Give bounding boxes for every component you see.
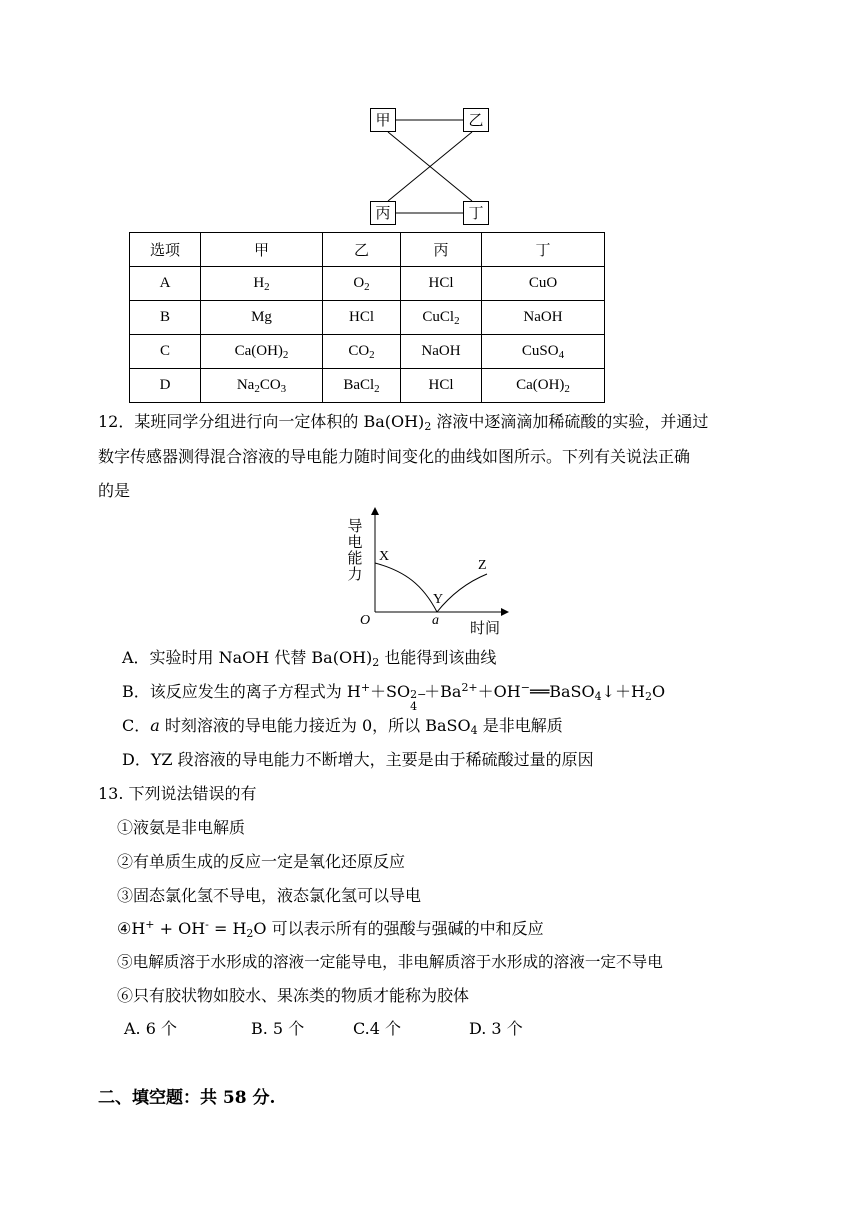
table-row [130,335,605,369]
table-header: 甲 [201,233,323,267]
table-cell: $H_2$ [201,267,323,301]
table-cell: $CO_2$ [323,335,401,369]
table-cell: B [130,301,201,335]
table-row [130,267,605,301]
q12-stem-line3: 的是 [98,481,131,500]
graph-point-z: Z [478,558,487,573]
q13-choice-a: A. 6 个 [124,1019,177,1038]
graph-xmark-a: a [432,613,439,628]
graph-xlabel: 时间 [470,619,501,637]
q12-option-c: C．a 时刻溶液的导电能力接近为 0，所以 BaSO$_4$ 是非电解质 [122,716,563,737]
section-2-heading: 二、填空题：共 58 分. [98,1088,276,1108]
graph-point-y: Y [433,592,444,607]
diagram-box-bing: 丙 [370,201,396,225]
table-cell: D [130,369,201,403]
options-table [129,232,605,403]
table-header: 丁 [482,233,605,267]
q13-statement-3: ③固态氯化氢不导电，液态氯化氢可以导电 [117,886,422,905]
table-header: 乙 [323,233,401,267]
q13-statement-6: ⑥只有胶状物如胶水、果冻类的物质才能称为胶体 [117,986,470,1005]
table-cell: NaOH [401,335,482,369]
table-cell: CuCl$_2$ [401,301,482,335]
table-header: 选项 [130,233,201,267]
q12-option-d: D．YZ 段溶液的导电能力不断增大，主要是由于稀硫酸过量的原因 [122,750,594,769]
graph-origin: O [360,613,371,628]
table-row [130,369,605,403]
diagram-box-jia: 甲 [370,108,396,132]
table-cell: CuSO$_4$ [482,335,605,369]
curve-xy [375,563,437,612]
q13-statement-5: ⑤电解质溶于水形成的溶液一定能导电，非电解质溶于水形成的溶液一定不导电 [117,953,663,971]
table-cell: NaOH [482,301,605,335]
q12-stem-line1: 12．某班同学分组进行向一定体积的 $Ba(OH)_2$ 溶液中逐滴滴加稀硫酸的实验，并通过 [98,412,709,433]
table-cell: A [130,267,201,301]
table-header: 丙 [401,233,482,267]
table-cell: HCl [401,267,482,301]
table-cell: HCl [323,301,401,335]
q12-option-a: A．实验时用 NaOH 代替 $Ba(OH)_2$ 也能得到该曲线 [122,648,497,669]
table-header-row [130,233,605,267]
graph-ylabel: 导电能力 [347,517,363,583]
table-cell: $O_2$ [323,267,401,301]
table-cell: CuO [482,267,605,301]
table-cell: $Ca(OH)_2$ [482,369,605,403]
curve-yz [437,574,487,612]
q13-choice-b: B. 5 个 [251,1019,305,1038]
diagram-box-ding: 丁 [463,201,489,225]
q12-option-b: B．该反应发生的离子方程式为 H+＋SO 2− 4 $+Ba^{2+}+OH^-══BaSO_4↓+H_2O$ [122,681,666,713]
q13-choice-c: C.4 个 [353,1019,402,1038]
diagram-box-yi: 乙 [463,108,489,132]
table-row [130,301,605,335]
q13-choice-d: D. 3 个 [469,1019,523,1038]
table-cell: BaCl$_2$ [323,369,401,403]
table-cell: C [130,335,201,369]
q13-statement-2: ②有单质生成的反应一定是氧化还原反应 [117,852,406,871]
q13-statement-4: ④H+ + $OH^- = H_2O$ 可以表示所有的强酸与强碱的中和反应 [117,918,544,940]
q13-stem: 13. 下列说法错误的有 [98,784,257,803]
table-cell: $Na_2CO_3$ [201,369,323,403]
table-cell: $Ca(OH)_2$ [201,335,323,369]
q13-statement-1: ①液氨是非电解质 [117,818,246,837]
table-cell: HCl [401,369,482,403]
q12-stem-line2: 数字传感器测得混合溶液的导电能力随时间变化的曲线如图所示。下列有关说法正确 [98,447,691,466]
table-cell: Mg [201,301,323,335]
graph-point-x: X [379,549,390,564]
